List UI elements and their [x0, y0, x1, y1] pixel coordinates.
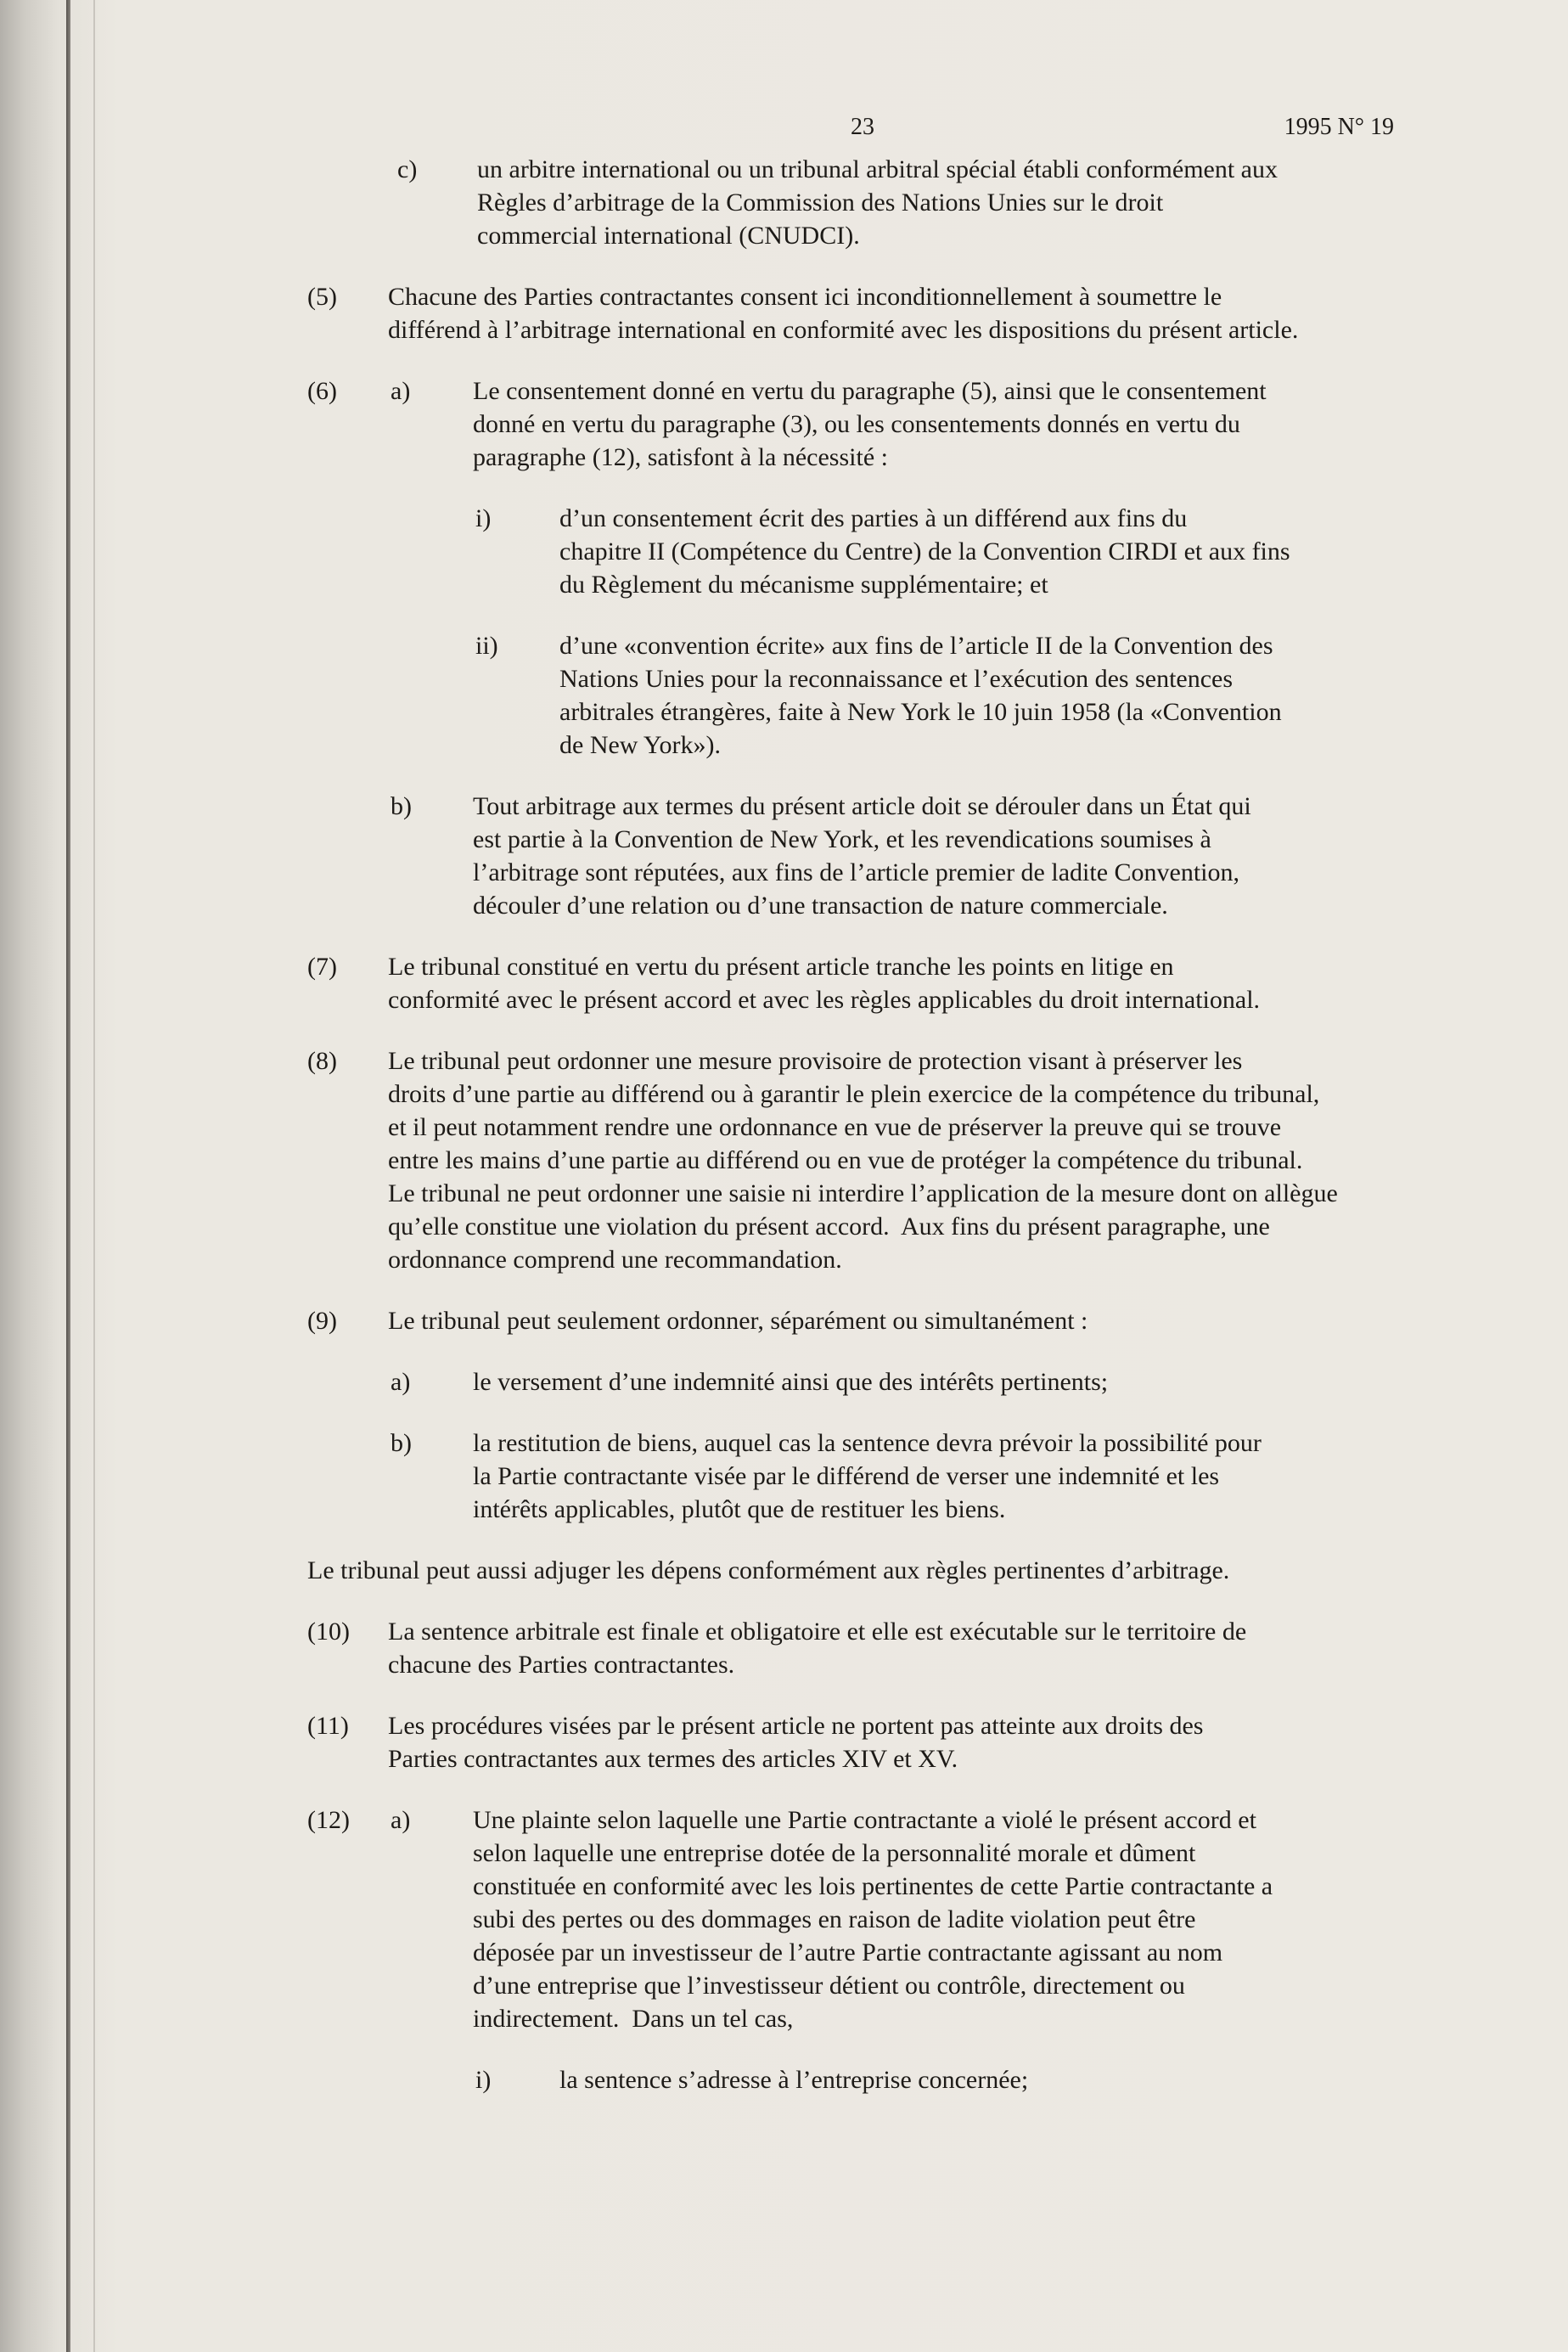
paragraph-10-text-line: chacune des Parties contractantes.: [388, 1651, 735, 1679]
paragraph-6a-ii-text-line: de New York»).: [559, 731, 721, 759]
paragraph-12a-text-line: d’une entreprise que l’investisseur détient ou contrôle, directement ou: [473, 1972, 1185, 2000]
paragraph-9-text: [307, 1304, 1394, 1337]
paragraph-7: [307, 950, 1394, 1016]
paragraph-12a-text-line: selon laquelle une entreprise dotée de la personnalité morale et dûment: [473, 1839, 1196, 1867]
paragraph-9b-text-line: la restitution de biens, auquel cas la sentence devra prévoir la possibilité pour: [473, 1429, 1262, 1457]
paragraph-5-number: (5): [307, 283, 337, 311]
paragraph-9b-label: b): [391, 1429, 412, 1457]
paragraph-9-tail-text: [307, 1554, 1394, 1587]
paragraph-12a-text: [473, 1803, 1394, 2035]
paragraph-6a-i: [307, 502, 1394, 601]
paragraph-9a-text: [473, 1365, 1394, 1398]
paragraph-12a-text-line: constituée en conformité avec les lois pertinentes de cette Partie contractante a: [473, 1872, 1273, 1900]
paragraph-9b-text: [473, 1426, 1394, 1526]
paragraph-6a-ii-text-line: arbitrales étrangères, faite à New York le 10 juin 1958 (la «Convention: [559, 698, 1282, 726]
paragraph-5-text-line: différend à l’arbitrage international en conformité avec les dispositions du présent article.: [388, 316, 1299, 344]
paragraph-8-text-line: qu’elle constitue une violation du présent accord. Aux fins du présent paragraphe, une: [388, 1213, 1270, 1241]
clause-c-text-line: commercial international (CNUDCI).: [477, 222, 860, 250]
paragraph-12a-text-line: Une plainte selon laquelle une Partie contractante a violé le présent accord et: [473, 1806, 1256, 1834]
paragraph-6a-text: [473, 374, 1394, 474]
clause-c-text-line: un arbitre international ou un tribunal arbitral spécial établi conformément aux: [477, 155, 1278, 183]
paragraph-11: [307, 1709, 1394, 1775]
paragraph-11-text-line: Les procédures visées par le présent article ne portent pas atteinte aux droits des: [388, 1712, 1204, 1740]
paragraph-6a-ii-text-line: d’une «convention écrite» aux fins de l’article II de la Convention des: [559, 632, 1273, 660]
clause-c-text-line: Règles d’arbitrage de la Commission des Nations Unies sur le droit: [477, 188, 1164, 217]
paragraph-6a-text-line: donné en vertu du paragraphe (3), ou les consentements donnés en vertu du: [473, 410, 1240, 438]
paragraph-9b-text-line: intérêts applicables, plutôt que de restituer les biens.: [473, 1495, 1006, 1523]
paragraph-9b: [307, 1426, 1394, 1526]
paragraph-9a-text-line: le versement d’une indemnité ainsi que des intérêts pertinents;: [473, 1368, 1109, 1396]
paragraph-12-number: (12): [307, 1806, 350, 1834]
paragraph-6b-text: [473, 790, 1394, 922]
paragraph-7-text: [307, 950, 1394, 1016]
paragraph-6a-ii-label: ii): [475, 632, 498, 660]
clause-c: [307, 153, 1394, 252]
paragraph-12a-text-line: déposée par un investisseur de l’autre Partie contractante agissant au nom: [473, 1938, 1223, 1967]
paragraph-11-number: (11): [307, 1712, 349, 1740]
paragraph-8-text-line: et il peut notamment rendre une ordonnance en vue de préserver la preuve qui se trouve: [388, 1113, 1282, 1141]
paragraph-9-tail: [307, 1554, 1394, 1587]
paragraph-8-text-line: Le tribunal peut ordonner une mesure provisoire de protection visant à préserver les: [388, 1047, 1243, 1075]
paragraph-6b-text-line: Tout arbitrage aux termes du présent article doit se dérouler dans un État qui: [473, 792, 1251, 820]
paragraph-10-number: (10): [307, 1618, 350, 1646]
paragraph-11-text: [307, 1709, 1394, 1775]
paragraph-8: [307, 1044, 1394, 1276]
paragraph-7-number: (7): [307, 953, 337, 981]
paragraph-8-text-line: entre les mains d’une partie au différend ou en vue de protéger la compétence du tribunal.: [388, 1146, 1303, 1174]
paragraph-9a-label: a): [391, 1368, 411, 1396]
paragraph-9a: [307, 1365, 1394, 1398]
paragraph-9-number: (9): [307, 1307, 337, 1335]
paragraph-6b-text-line: découler d’une relation ou d’une transaction de nature commerciale.: [473, 892, 1168, 920]
paragraph-10: [307, 1615, 1394, 1681]
paragraph-7-text-line: conformité avec le présent accord et avec les règles applicables du droit international.: [388, 986, 1261, 1014]
paragraph-6b: [307, 790, 1394, 922]
page-binding-edge: [66, 0, 70, 2352]
paragraph-6b-text-line: est partie à la Convention de New York, et les revendications soumises à: [473, 825, 1211, 853]
paragraph-6a-i-text-line: d’un consentement écrit des parties à un différend aux fins du: [559, 504, 1188, 532]
paragraph-6a-i-text: [559, 502, 1394, 601]
paragraph-6b-label: b): [391, 792, 412, 820]
paragraph-8-text-line: droits d’une partie au différend ou à garantir le plein exercice de la compétence du tribunal,: [388, 1080, 1320, 1108]
page-number: 23: [851, 114, 874, 140]
page-content: [307, 102, 1394, 2096]
paragraph-5-text-line: Chacune des Parties contractantes consent ici inconditionnellement à soumettre le: [388, 283, 1222, 311]
paragraph-12a: [307, 1803, 1394, 2035]
paragraph-9b-text-line: la Partie contractante visée par le différend de verser une indemnité et les: [473, 1462, 1220, 1490]
paragraph-10-text: [307, 1615, 1394, 1681]
paragraph-6a-ii: [307, 629, 1394, 762]
paragraph-6a-label: a): [391, 377, 411, 405]
paragraph-12a-i: [307, 2063, 1394, 2096]
paragraph-12a-text-line: indirectement. Dans un tel cas,: [473, 2005, 794, 2033]
paragraph-6a-text-line: paragraphe (12), satisfont à la nécessité :: [473, 443, 888, 471]
paragraph-8-text: [307, 1044, 1394, 1276]
paragraph-8-text-line: Le tribunal ne peut ordonner une saisie ni interdire l’application de la mesure dont on allègue: [388, 1179, 1338, 1207]
paragraph-12a-i-label: i): [475, 2066, 492, 2094]
paragraph-9-tail-text-line: Le tribunal peut aussi adjuger les dépens conformément aux règles pertinentes d’arbitrage.: [307, 1556, 1230, 1584]
paragraph-8-text-line: ordonnance comprend une recommandation.: [388, 1246, 842, 1274]
paragraph-12a-label: a): [391, 1806, 411, 1834]
paragraph-6a-text-line: Le consentement donné en vertu du paragraphe (5), ainsi que le consentement: [473, 377, 1267, 405]
paragraph-12a-i-text: [559, 2063, 1394, 2096]
paragraph-6a-ii-text: [559, 629, 1394, 762]
paragraph-6a: [307, 374, 1394, 474]
paragraph-12a-text-line: subi des pertes ou des dommages en raison de ladite violation peut être: [473, 1905, 1196, 1933]
paragraph-12a-i-text-line: la sentence s’adresse à l’entreprise concernée;: [559, 2066, 1029, 2094]
paragraph-9: [307, 1304, 1394, 1337]
paragraph-6b-text-line: l’arbitrage sont réputées, aux fins de l’article premier de ladite Convention,: [473, 858, 1240, 886]
paragraph-6a-ii-text-line: Nations Unies pour la reconnaissance et l’exécution des sentences: [559, 665, 1234, 693]
paragraph-9-text-line: Le tribunal peut seulement ordonner, séparément ou simultanément :: [388, 1307, 1088, 1335]
page-binding-shadow: [93, 0, 95, 2352]
paragraph-5: [307, 280, 1394, 346]
page-header: [307, 102, 1394, 153]
paragraph-7-text-line: Le tribunal constitué en vertu du présent article tranche les points en litige en: [388, 953, 1174, 981]
clause-c-text: [477, 153, 1394, 252]
paragraph-6a-i-text-line: chapitre II (Compétence du Centre) de la Convention CIRDI et aux fins: [559, 537, 1290, 565]
paragraph-6a-i-label: i): [475, 504, 492, 532]
paragraph-6-number: (6): [307, 377, 337, 405]
paragraph-8-number: (8): [307, 1047, 337, 1075]
paragraph-5-text: [307, 280, 1394, 346]
document-reference: 1995 N° 19: [1284, 114, 1394, 140]
clause-c-label: c): [397, 155, 418, 183]
paragraph-10-text-line: La sentence arbitrale est finale et obligatoire et elle est exécutable sur le territoire de: [388, 1618, 1247, 1646]
paragraph-6a-i-text-line: du Règlement du mécanisme supplémentaire; et: [559, 571, 1048, 599]
paragraph-11-text-line: Parties contractantes aux termes des articles XIV et XV.: [388, 1745, 958, 1773]
